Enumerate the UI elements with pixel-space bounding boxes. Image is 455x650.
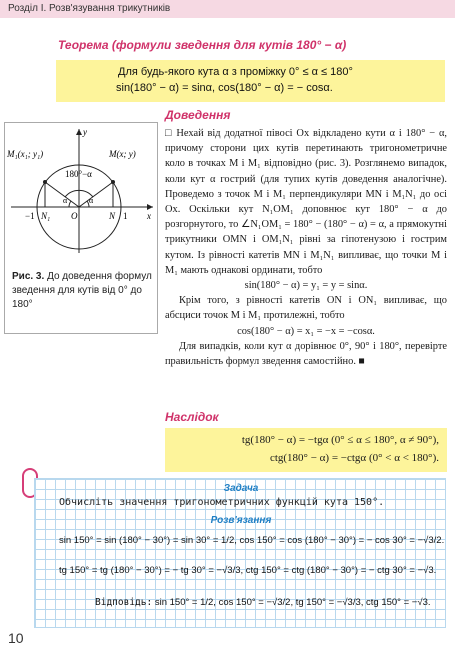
point-m1 bbox=[43, 180, 47, 184]
solution-title: Розв'язання bbox=[210, 515, 272, 526]
figure-caption bbox=[12, 270, 158, 312]
x-axis-arrow bbox=[147, 204, 153, 210]
theorem-box bbox=[56, 60, 445, 102]
consequence-title: Наслідок bbox=[165, 410, 219, 424]
chapter-title: Розділ І. Розв'язування трикутників bbox=[8, 3, 171, 14]
label-y: y bbox=[83, 127, 87, 137]
label-o: O bbox=[71, 211, 78, 221]
task-statement: Обчисліть значення тригонометричних функцій кута 150°. bbox=[59, 497, 385, 508]
label-x: x bbox=[147, 211, 151, 221]
label-minus-one: −1 bbox=[25, 211, 35, 221]
proof-formula-sin: sin(180° − α) = y₁ = y = sinα. bbox=[244, 280, 368, 292]
label-one: 1 bbox=[123, 211, 128, 221]
figure-caption-number: Рис. 3. bbox=[12, 271, 45, 282]
answer-text: sin 150° = 1/2, cos 150° = −√3/2, tg 150° = −√3/3, ctg 150° = −√3. bbox=[154, 597, 431, 608]
solution-row-2: tg 150° = tg (180° − 30°) = − tg 30° = −√3/3, ctg 150° = ctg (180° − 30°) = − ctg 30° = −√3. bbox=[59, 565, 437, 576]
label-n: N bbox=[109, 211, 116, 221]
label-angle: 180°−α bbox=[65, 169, 92, 179]
radius-om bbox=[79, 182, 113, 207]
label-alpha-right: α bbox=[89, 196, 94, 205]
radius-om1 bbox=[45, 182, 79, 207]
answer-label: Відповідь: bbox=[95, 597, 153, 608]
theorem-line-2: sin(180° − α) = sinα, cos(180° − α) = − cosα. bbox=[116, 82, 333, 94]
proof-formula-cos: cos(180° − α) = x₁ = −x = −cosα. bbox=[237, 325, 375, 337]
task-grid bbox=[34, 478, 446, 628]
proof-body bbox=[165, 126, 447, 369]
theorem-line-1: Для будь-якого кута α з проміжку 0° ≤ α ≤ 180° bbox=[118, 66, 353, 78]
consequence-line-1: tg(180° − α) = −tgα (0° ≤ α ≤ 180°, α ≠ 90°), bbox=[241, 434, 439, 446]
task-title: Задача bbox=[223, 483, 259, 494]
label-m1: M₁(x₁; y₁) bbox=[7, 149, 44, 159]
unit-circle-diagram bbox=[5, 123, 159, 263]
answer-row bbox=[95, 597, 431, 608]
consequence-box bbox=[165, 428, 447, 472]
label-n1: N₁ bbox=[41, 211, 51, 221]
page-number: 10 bbox=[8, 630, 24, 646]
page-header bbox=[0, 0, 455, 18]
figure-caption-text: До доведення формул зведення для кутів від 0° до 180° bbox=[12, 271, 152, 310]
point-m bbox=[111, 180, 115, 184]
alpha-arc-left bbox=[69, 201, 71, 207]
theorem-title: Теорема (формули зведення для кутів 180° − α) bbox=[58, 38, 347, 52]
label-m: M(x; y) bbox=[109, 149, 136, 159]
label-alpha-left: α bbox=[63, 196, 68, 205]
proof-title: Доведення bbox=[165, 108, 231, 122]
proof-paragraph-3: Для випадків, коли кут α дорівнює 0°, 90° і 180°, перевірте правильність формул зведення самостійно. ■ bbox=[165, 340, 447, 368]
proof-paragraph-1: □ Нехай від додатної півосі Ox відкладено кути α і 180° − α, причому сторони цих кутів перетинають тригонометричне коло в точках M і M₁ відповідно (рис. 3). Розглянемо випадок, коли кут α гострий (для тупих кутів доведення аналогічне). Проведемо з точок M і M₁ перпендикуляри MN і M₁N₁ до осі Ox. Оскільки кут N₁OM₁ доповнює кут 180° − α до розгорнутого, то ∠N₁OM₁ = 180° − (180° − α) = α, а прямокутні трикутники OMN і OM₁N₁ рівні за гіпотенузою і гострим кутом. Із рівності катетів MN і M₁N₁ випливає, що точки M і M₁ мають однакові ординати, тобто bbox=[165, 128, 447, 276]
consequence-line-2: ctg(180° − α) = −ctgα (0° < α < 180°). bbox=[269, 452, 439, 464]
y-axis-arrow bbox=[76, 129, 82, 135]
solution-row-1: sin 150° = sin (180° − 30°) = sin 30° = 1/2, cos 150° = cos (180° − 30°) = − cos 30° = −√3/2. bbox=[59, 535, 445, 546]
proof-paragraph-2: Крім того, з рівності катетів ON і ON₁ випливає, що абсциси точок M і M₁ протилежні, тобто bbox=[165, 295, 447, 322]
